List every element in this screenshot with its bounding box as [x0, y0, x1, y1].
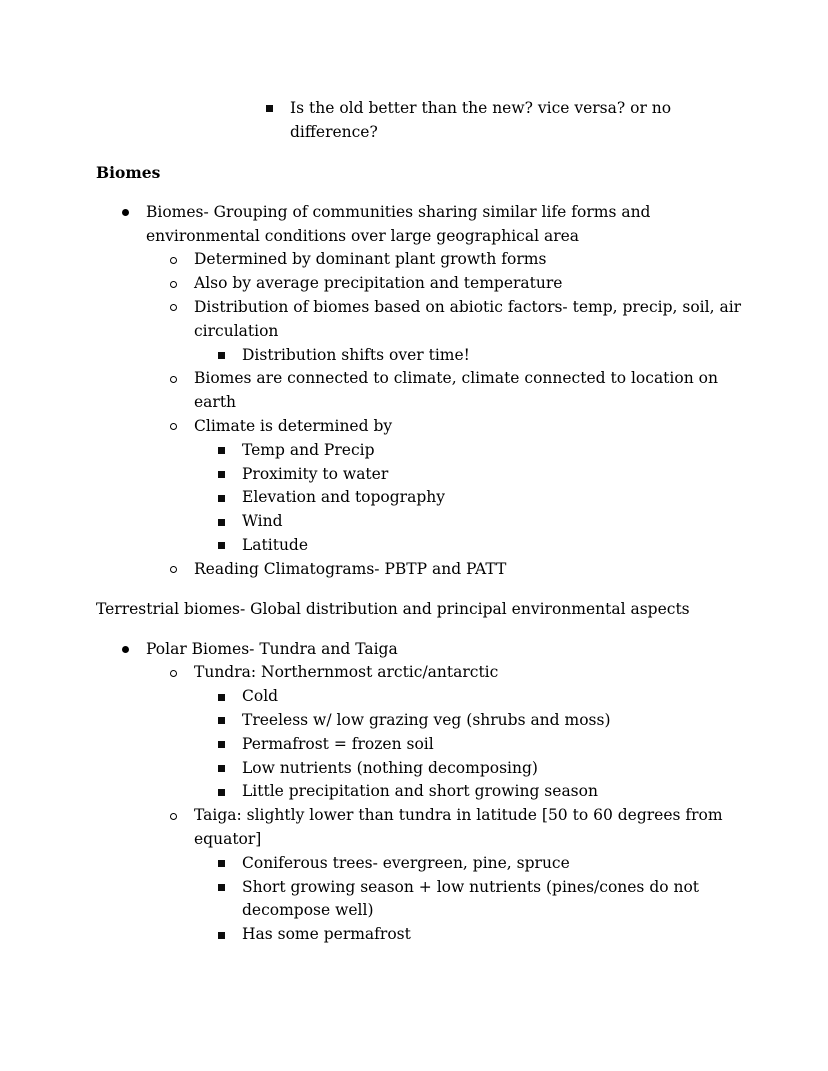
list-item — [96, 757, 732, 781]
square-bullet-icon — [218, 860, 225, 867]
text-line: circulation — [194, 321, 279, 340]
list-item — [96, 923, 732, 947]
circle-bullet-icon — [170, 304, 177, 311]
square-bullet-icon — [266, 105, 273, 112]
list-item — [96, 201, 732, 249]
circle-bullet-icon — [170, 376, 177, 383]
text-line: Distribution shifts over time! — [242, 345, 470, 364]
square-bullet-icon — [218, 519, 225, 526]
text-line: Tundra: Northernmost arctic/antarctic — [194, 663, 499, 682]
square-bullet-icon — [218, 542, 225, 549]
text-line: Polar Biomes- Tundra and Taiga — [146, 639, 398, 658]
text-line: Distribution of biomes based on abiotic factors- temp, precip, soil, air — [194, 297, 742, 316]
circle-bullet-icon — [170, 813, 177, 820]
circle-bullet-icon — [170, 670, 177, 677]
square-bullet-icon — [218, 352, 225, 359]
square-bullet-icon — [218, 932, 225, 939]
square-bullet-icon — [218, 495, 225, 502]
text-line: Reading Climatograms- PBTP and PATT — [194, 559, 507, 578]
circle-bullet-icon — [170, 257, 177, 264]
list-item — [96, 638, 732, 662]
disc-bullet-icon — [122, 646, 129, 653]
square-bullet-icon — [218, 717, 225, 724]
list-item — [96, 510, 732, 534]
text-line: Has some permafrost — [242, 925, 411, 944]
text-line: Temp and Precip — [242, 440, 375, 459]
text-line: Cold — [242, 687, 279, 706]
list-item — [96, 97, 732, 145]
text-line: Low nutrients (nothing decomposing) — [242, 758, 538, 777]
circle-bullet-icon — [170, 281, 177, 288]
list-item — [96, 852, 732, 876]
document-content — [96, 97, 742, 947]
text-line: Is the old better than the new? vice versa? or no — [290, 99, 672, 117]
list-item — [96, 661, 732, 685]
text-line: equator] — [194, 830, 262, 849]
list-item — [96, 709, 732, 733]
text-line: environmental conditions over large geographical area — [146, 226, 580, 245]
text-line: Little precipitation and short growing season — [242, 782, 598, 801]
square-bullet-icon — [218, 447, 225, 454]
text-line: difference? — [290, 122, 378, 141]
list-item — [96, 344, 732, 368]
text-line: Short growing season + low nutrients (pines/cones do not — [242, 877, 700, 896]
section-heading — [96, 161, 732, 185]
list-item — [96, 439, 732, 463]
list-item — [96, 685, 732, 709]
text-line: Proximity to water — [242, 464, 389, 483]
text-line: Also by average precipitation and temperature — [194, 274, 563, 293]
text-line: Wind — [242, 512, 283, 531]
text-line: Coniferous trees- evergreen, pine, spruce — [242, 853, 570, 872]
text-line: Climate is determined by — [194, 416, 393, 435]
list-item — [96, 558, 732, 582]
list-item — [96, 463, 732, 487]
list-item — [96, 415, 732, 439]
square-bullet-icon — [218, 471, 225, 478]
text-line: earth — [194, 393, 237, 412]
text-line: Biomes are connected to climate, climate connected to location on — [194, 369, 718, 388]
square-bullet-icon — [218, 789, 225, 796]
list-item — [96, 780, 732, 804]
text-line: Taiga: slightly lower than tundra in latitude [50 to 60 degrees from — [194, 806, 723, 825]
square-bullet-icon — [218, 884, 225, 891]
square-bullet-icon — [218, 694, 225, 701]
text-line: Biomes- Grouping of communities sharing similar life forms and — [146, 202, 651, 221]
list-item — [96, 804, 732, 852]
list-item — [96, 486, 732, 510]
list-item — [96, 876, 732, 924]
square-bullet-icon — [218, 765, 225, 772]
list-item — [96, 534, 732, 558]
list-item — [96, 272, 732, 296]
paragraph — [96, 598, 732, 622]
text-line: Permafrost = frozen soil — [242, 734, 434, 753]
list-item — [96, 248, 732, 272]
text-line: Treeless w/ low grazing veg (shrubs and moss) — [242, 711, 611, 730]
text-line: decompose well) — [242, 901, 374, 920]
list-item — [96, 367, 732, 415]
square-bullet-icon — [218, 741, 225, 748]
text-line: Determined by dominant plant growth forms — [194, 250, 547, 269]
list-item — [96, 296, 742, 344]
text-line: Terrestrial biomes- Global distribution and principal environmental aspects — [96, 599, 690, 618]
heading-text: Biomes — [96, 162, 161, 182]
circle-bullet-icon — [170, 423, 177, 430]
circle-bullet-icon — [170, 566, 177, 573]
text-line: Elevation and topography — [242, 488, 445, 507]
list-item — [96, 733, 732, 757]
text-line: Latitude — [242, 535, 309, 554]
disc-bullet-icon — [122, 209, 129, 216]
